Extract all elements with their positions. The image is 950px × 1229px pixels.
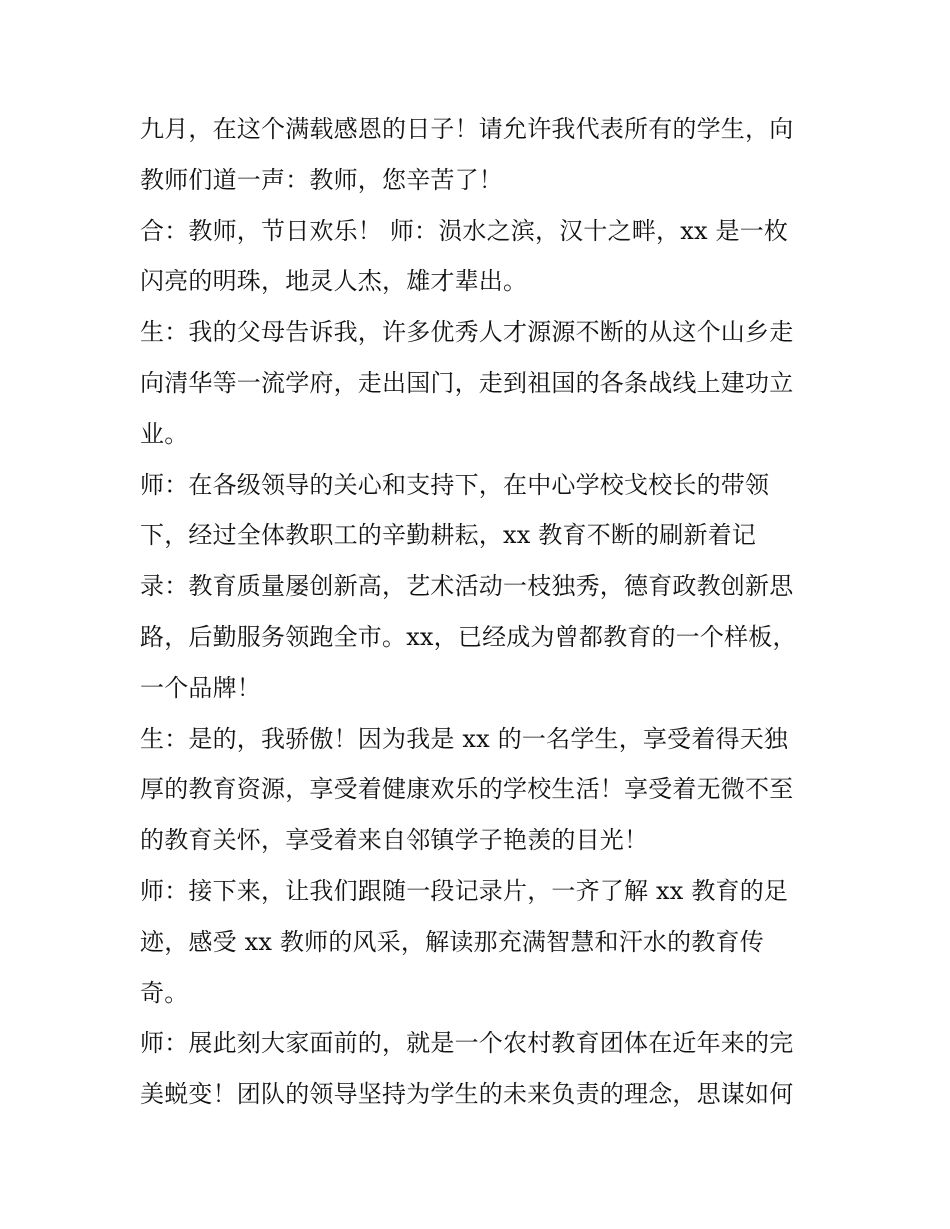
text-line: 下，经过全体教职工的辛勤耕耘，xx 教育不断的刷新着记 xyxy=(140,521,757,550)
text-line: 的教育关怀，享受着来自邻镇学子艳羡的目光！ xyxy=(140,826,649,855)
text-line: 闪亮的明珠，地灵人杰，雄才辈出。 xyxy=(140,267,528,296)
text-line: 迹，感受 xx 教师的风采，解读那充满智慧和汗水的教育传 xyxy=(140,927,764,956)
text-line: 教师们道一声：教师，您辛苦了！ xyxy=(140,165,503,194)
text-line: 路，后勤服务领跑全市。xx，已经成为曾都教育的一个样板， xyxy=(140,622,797,651)
text-line: 奇。 xyxy=(140,978,189,1007)
text-line: 九月，在这个满载感恩的日子！请允许我代表所有的学生，向 xyxy=(140,115,794,143)
text-line: 厚的教育资源，享受着健康欢乐的学校生活！享受着无微不至 xyxy=(140,775,794,804)
text-line: 录：教育质量屡创新高，艺术活动一枝独秀，德育政教创新思 xyxy=(140,572,794,601)
text-line: 一个品牌！ xyxy=(140,673,261,702)
document-body xyxy=(140,104,820,1120)
text-line: 师：接下来，让我们跟随一段记录片，一齐了解 xx 教育的足 xyxy=(140,876,789,905)
text-line: 师：在各级领导的关心和支持下，在中心学校戈校长的带领 xyxy=(140,470,770,499)
text-line: 美蜕变！团队的领导坚持为学生的未来负责的理念，思谋如何 xyxy=(140,1080,794,1109)
text-line: 合：教师，节日欢乐！ 师：涢水之滨，汉十之畔，xx 是一枚 xyxy=(140,216,789,245)
text-line: 师：展此刻大家面前的，就是一个农村教育团体在近年来的完 xyxy=(140,1029,794,1058)
text-line: 向清华等一流学府，走出国门，走到祖国的各条战线上建功立 xyxy=(140,368,794,397)
text-line: 生：我的父母告诉我，许多优秀人才源源不断的从这个山乡走 xyxy=(140,318,794,347)
text-line: 生：是的，我骄傲！因为我是 xx 的一名学生，享受着得天独 xyxy=(140,724,789,753)
text-line: 业。 xyxy=(140,419,189,448)
